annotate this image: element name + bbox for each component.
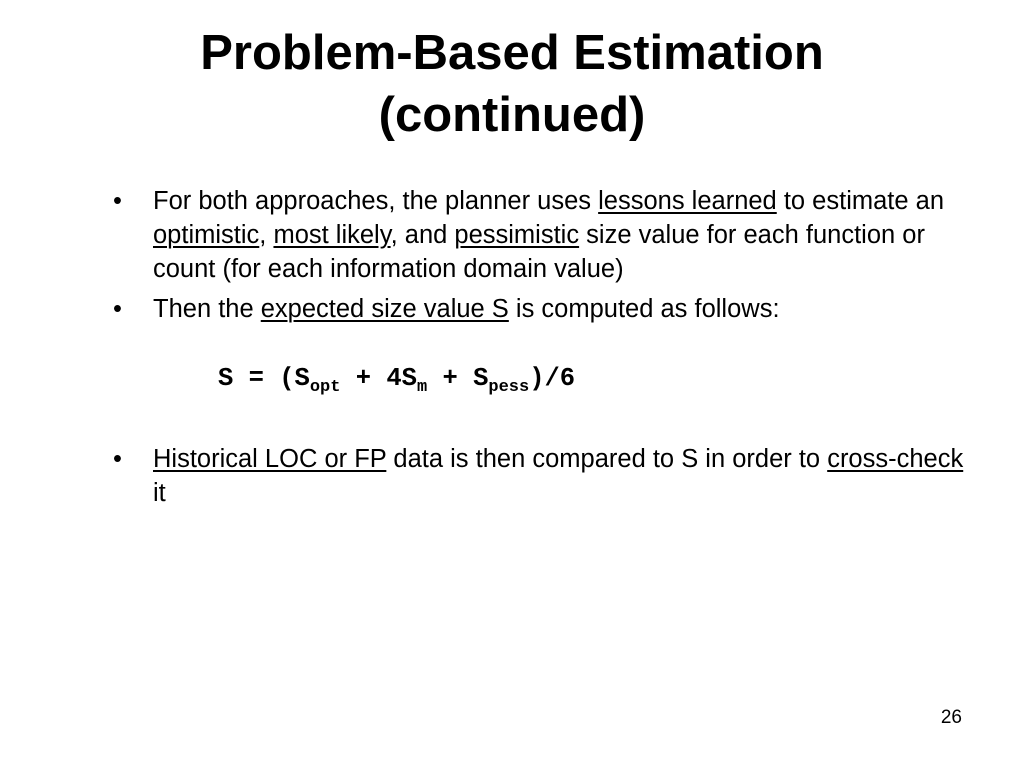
bullet-text: data is then compared to S in order to — [386, 445, 828, 473]
bullet-text: it — [153, 479, 166, 507]
bullet-text: size value for each function or count (for each information domain value) — [153, 221, 925, 283]
slide-title — [0, 22, 1024, 146]
bullet-dot: • — [113, 295, 122, 323]
bullet-text: Then the — [153, 295, 261, 323]
underlined-term-optimistic: optimistic — [153, 221, 260, 249]
bullet-list — [0, 184, 1024, 510]
underlined-term-historical-loc-fp: Historical LOC or FP — [153, 445, 387, 473]
formula-part: S = (S — [218, 364, 310, 393]
underlined-term-most-likely: most likely — [273, 221, 391, 249]
bullet-text: is computed as follows: — [508, 295, 780, 323]
bullet-text: to estimate an — [776, 187, 945, 215]
formula-subscript-opt: opt — [309, 378, 341, 397]
bullet-item-historical-data — [0, 442, 1024, 510]
formula-subscript-m: m — [416, 378, 428, 397]
formula-part: + 4S — [340, 364, 417, 393]
bullet-dot: • — [113, 187, 122, 215]
bullet-text: , and — [390, 221, 455, 249]
slide-title-line-2: (continued) — [378, 88, 646, 142]
bullet-dot: • — [113, 445, 122, 473]
underlined-term-pessimistic: pessimistic — [454, 221, 580, 249]
bullet-item-lessons-learned — [0, 184, 1024, 286]
expected-size-formula — [218, 362, 1024, 396]
formula-part: + S — [427, 364, 489, 393]
underlined-term-cross-check: cross-check — [827, 445, 964, 473]
formula-subscript-pess: pess — [488, 378, 530, 397]
formula-part: )/6 — [529, 364, 576, 393]
bullet-text: For both approaches, the planner uses — [153, 187, 599, 215]
underlined-term-expected-size-value: expected size value S — [260, 295, 509, 323]
page-number: 26 — [940, 707, 962, 728]
bullet-text: , — [259, 221, 274, 249]
underlined-term-lessons-learned: lessons learned — [598, 187, 777, 215]
bullet-item-expected-size — [0, 292, 1024, 326]
slide-title-line-1: Problem-Based Estimation — [200, 26, 824, 80]
